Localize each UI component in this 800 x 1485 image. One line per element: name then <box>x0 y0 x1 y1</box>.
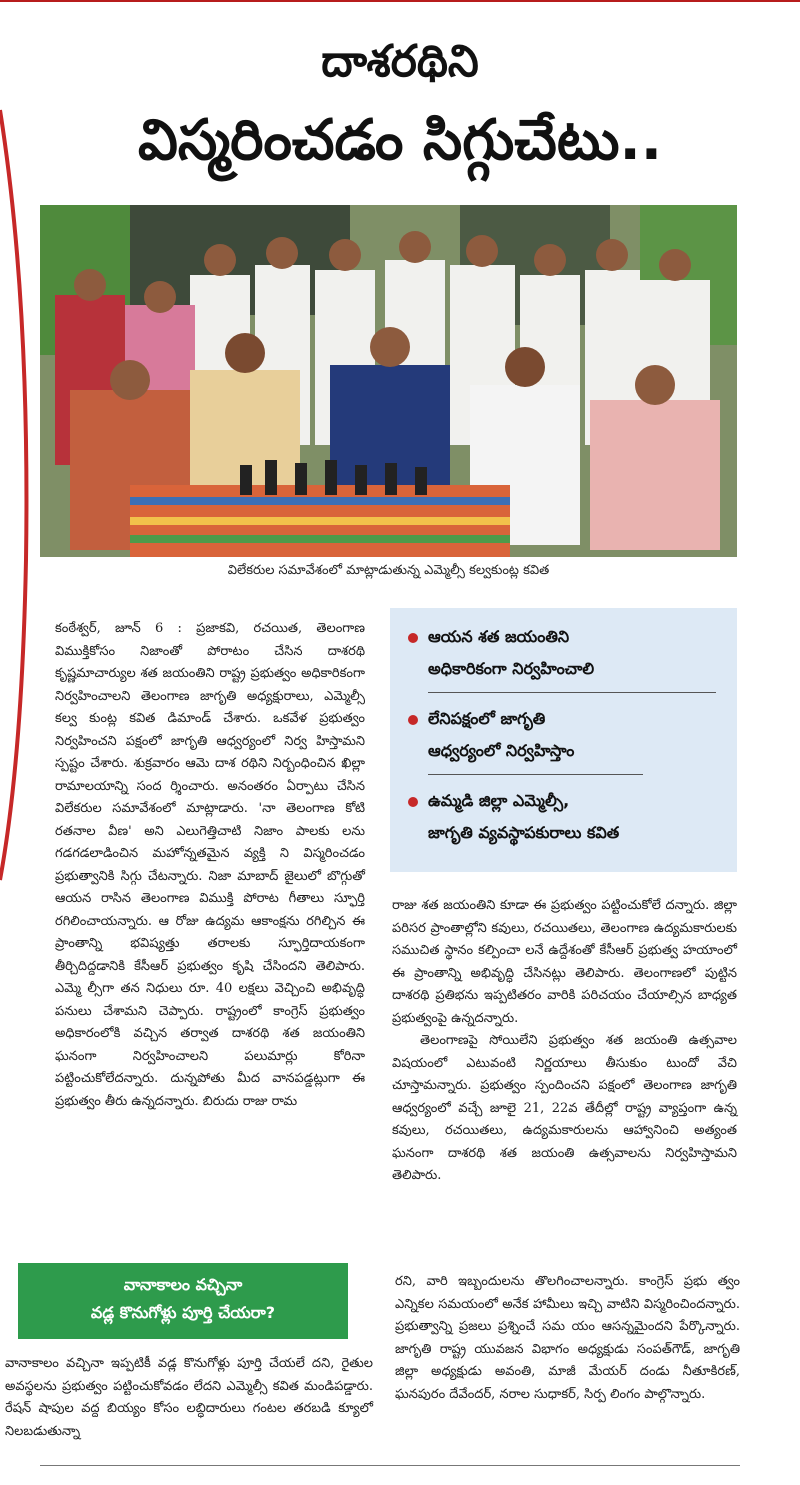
highlight-line: ఉమ్మడి జిల్లా ఎమ్మెల్సీ, <box>428 791 570 810</box>
headline-line-2: విస్మరించడం సిగ్గుచేటు.. <box>138 108 662 173</box>
red-bullet-icon <box>408 715 418 725</box>
article-paragraph: కంఠేశ్వర్, జూన్ 6 : ప్రజాకవి, రచయిత, తెలంగాణ విముక్తికోసం నిజాంతో పోరాటం చేసిన దాశరథి కృష్ణమాచార్యుల శత జయంతిని రాష్ట్ర ప్రభుత్వం అధికారికంగా నిర్వహించాలని తెలంగాణ జాగృతి అధ్యక్షురాలు, ఎమ్మెల్సీ కల్వ కుంట్ల కవిత డిమాండ్ చేశారు. ఒకవేళ ప్రభుత్వం నిర్వహించని పక్షంలో జాగృతి ఆధ్వర్యంలో నిర్వ హిస్తామని స్పష్టం చేశారు. శుక్రవారం ఆమె దాశ రథిని నిర్బంధించిన ఖిల్లా రామాలయాన్ని సంద ర్శించారు. అనంతరం ఏర్పాటు చేసిన విలేకరుల సమావేశంలో మాట్లాడారు. 'నా తెలంగాణ కోటి రతనాల వీణ' అని ఎలుగెత్తిచాటి నిజాం పాలకు లను గడగడలాడించిన మహోన్నతమైన వ్యక్తి ని విస్మరించడం ప్రభుత్వానికి సిగ్గు చేటన్నారు. నిజా మాబాద్ జైలులో బొగ్గుతో ఆయన రాసిన తెలంగాణ విముక్తి పోరాట గీతాలు స్ఫూర్తి రగిలించాయన్నారు. ఆ రోజు ఉద్యమ ఆకాంక్షను రగిల్చిన ఈ ప్రాంతాన్ని భవిష్యత్తు తరాలకు స్ఫూర్తిదాయకంగా తీర్చిదిద్దడానికి కేసీఆర్ ప్రభుత్వం కృషి చేసిందని తెలిపారు. ఎమ్మె ల్సీగా తన నిధులు రూ. 40 లక్షలు వెచ్చించి అభివృద్ధి పనులు చేశామని చెప్పారు. రాష్ట్రంలో కాంగ్రెస్ ప్రభుత్వం అధికారంలోకి వచ్చిన తర్వాత దాశరథి శత జయంతిని ఘనంగా నిర్వహించాలని పలుమార్లు కోరినా పట్టించుకోలేదన్నారు. దున్నపోతు మీద వానపడ్డట్లుగా ఈ ప్రభుత్వం తీరు ఉన్నదన్నారు. బిరుదు రాజు రామ <box>55 621 365 1109</box>
divider <box>428 774 643 775</box>
top-rule <box>0 0 800 2</box>
press-meet-photo <box>40 205 737 557</box>
divider <box>428 692 716 693</box>
red-bullet-icon <box>408 797 418 807</box>
highlight-line: ఆయన శత జయంతిని <box>428 627 570 646</box>
article-paragraph: వానాకాలం వచ్చినా ఇప్పటికీ వడ్ల కొనుగోళ్లు పూర్తి చేయలే దని, రైతుల అవస్థలను ప్రభుత్వం పట్టించుకోవడం లేదని ఎమ్మెల్సీ కవిత మండిపడ్డారు. రేషన్ షాపుల వద్ద బియ్యం కోసం లబ్ధిదారులు గంటల తరబడి క్యూలో నిలబడుతున్నా <box>5 1356 373 1439</box>
highlight-line: ఆధ్వర్యంలో నిర్వహిస్తాం <box>428 741 575 760</box>
sidebar-title-line: వడ్ల కొనుగోళ్లు పూర్తి చేయరా? <box>90 1303 276 1322</box>
bottom-rule <box>40 1465 740 1466</box>
photo-caption: విలేకరుల సమావేశంలో మాట్లాడుతున్న ఎమ్మెల్సీ కల్వకుంట్ల కవిత <box>227 563 550 578</box>
article-paragraph: రని, వారి ఇబ్బందులను తొలగించాలన్నారు. కాంగ్రెస్ ప్రభు త్వం ఎన్నికల సమయంలో అనేక హామీలు ఇచ్చి వాటిని విస్మరించిందన్నారు. ప్రభుత్వాన్ని ప్రజలు ప్రశ్నించే సమ యం ఆసన్నమైందని పేర్కొన్నారు. జాగృతి రాష్ట్ర యువజన విభాగం అధ్యక్షుడు సంపత్‌గౌడ్, జాగృతి జిల్లా అధ్యక్షుడు అవంతి, మాజీ మేయర్ దండు నీతూకిరణ్, ఘనపురం దేవేందర్, నరాల సుధాకర్, సిర్ప లింగం పాల్గొన్నారు. <box>395 1274 740 1402</box>
sidebar-story-column-right <box>395 1271 740 1406</box>
article-paragraph: రాజు శత జయంతిని కూడా ఈ ప్రభుత్వం పట్టించుకోలే దన్నారు. జిల్లా పరిసర ప్రాంతాల్లోని కవులు, రచయితలు, తెలంగాణ ఉద్యమకారులకు సముచిత స్థానం కల్పించా లనే ఉద్దేశంతో కేసీఆర్ ప్రభుత్వ హయాంలో ఈ ప్రాంతాన్ని అభివృద్ధి చేసినట్లు తెలిపారు. తెలంగాణలో పుట్టిన దాశరథి ప్రతిభను ఇప్పటితరం వారికి పరిచయం చేయాల్సిన బాధ్యత ప్రభుత్వంపై ఉన్నదన్నారు. <box>392 898 737 1026</box>
headline-line-1: దాశరథిని <box>321 36 479 87</box>
article-paragraph: తెలంగాణపై సోయిలేని ప్రభుత్వం శత జయంతి ఉత్సవాల విషయంలో ఎటువంటి నిర్ణయాలు తీసుకుం టుందో వేచి చూస్తామన్నారు. ప్రభుత్వం స్పందించని పక్షంలో తెలంగాణ జాగృతి ఆధ్వర్యంలో వచ్చే జూలై 21, 22వ తేదీల్లో రాష్ట్ర వ్యాప్తంగా ఉన్న కవులు, రచయితలు, ఉద్యమకారులను ఆహ్వానించి అత్యంత ఘనంగా దాశరథి శత జయంతి ఉత్సవాలను నిర్వహిస్తామని తెలిపారు. <box>392 1033 737 1183</box>
sidebar-story-column-left <box>5 1353 373 1443</box>
article-column-1 <box>55 618 365 1113</box>
press-meet-illustration <box>40 205 737 557</box>
highlights-box <box>390 608 737 872</box>
red-bullet-icon <box>408 633 418 643</box>
article-column-2 <box>392 895 737 1188</box>
decorative-red-curve <box>0 0 40 900</box>
highlight-line: లేనిపక్షంలో జాగృతి <box>428 709 546 728</box>
highlight-line: అధికారికంగా నిర్వహించాలి <box>428 659 595 678</box>
sidebar-story-title <box>18 1263 348 1339</box>
sidebar-title-line: వానాకాలం వచ్చినా <box>123 1275 243 1294</box>
highlight-line: జాగృతి వ్యవస్థాపకురాలు కవిత <box>428 823 620 842</box>
